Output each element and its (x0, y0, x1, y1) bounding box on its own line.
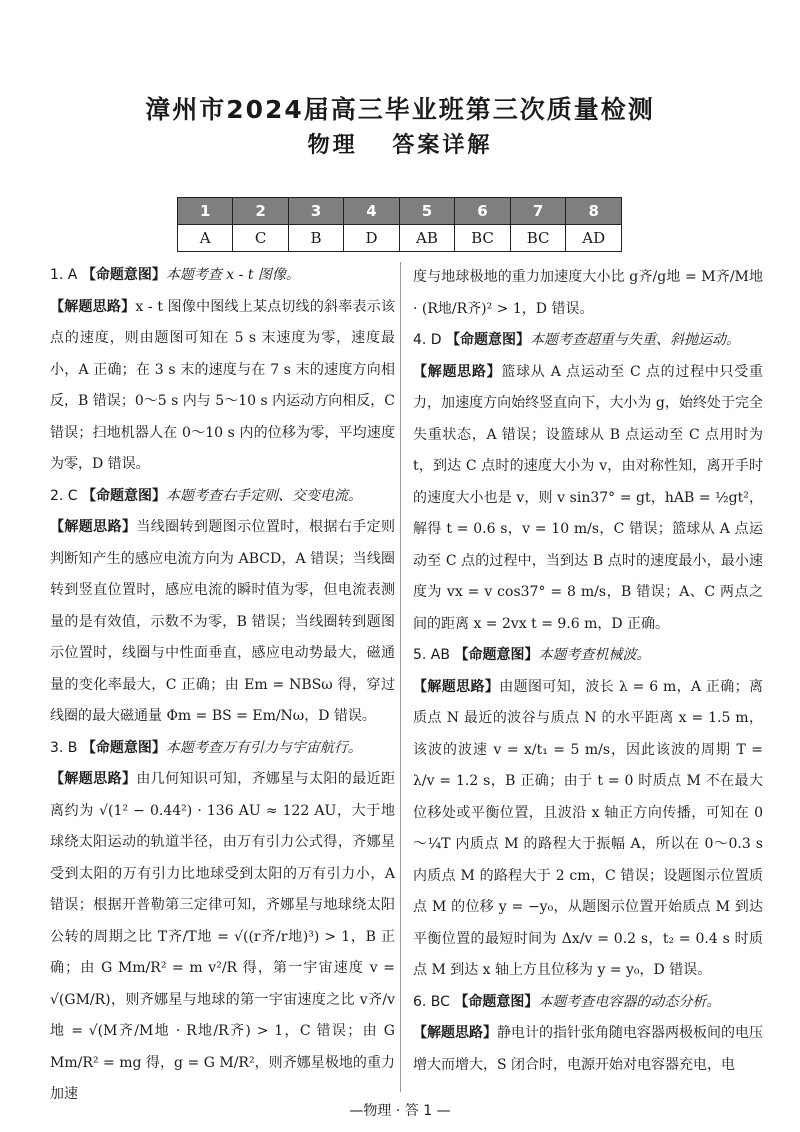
solution-paragraph (50, 764, 395, 1111)
question-header: 6. BC (413, 993, 450, 1010)
solution-tag: 【解题思路】 (50, 298, 136, 315)
intent-text: 本题考查万有引力与宇宙航行。 (165, 739, 362, 756)
question-header: 5. AB (413, 647, 450, 663)
solution-paragraph (413, 357, 763, 641)
solution-tag: 【解题思路】 (413, 678, 500, 695)
solution-text: 度与地球极地的重力加速度大小比 g齐/g地 = M齐/M地 · (R地/R齐)² > 1，D 错误。 (413, 269, 763, 317)
answer-cell: AD (566, 225, 622, 252)
solution-text: x - t 图像中图线上某点切线的斜率表示该点的速度，则由题图可知在 5 s 末速度为零，速度最小，A 正确；在 3 s 末的速度与在 7 s 末的速度方向相反，B 错误；0～5 s 内与 5～10 s 内运动方向相反，C 错误；扫地机器人在 0～10 s 内的位移为零，平均速度为零，D 错误。 (50, 298, 396, 472)
question-number: 8 (566, 198, 622, 225)
question-explanation (413, 987, 763, 1019)
answer-cell: AB (399, 225, 455, 252)
answer-cell: BC (510, 225, 566, 252)
question-number: 7 (510, 198, 566, 225)
subject-label: 物理 (307, 133, 358, 158)
answer-cell: C (233, 225, 288, 252)
question-header: 4. D (413, 332, 442, 348)
question-explanation (50, 260, 395, 292)
question-explanation (50, 481, 395, 513)
question-number: 5 (399, 198, 455, 225)
question-number: 2 (233, 198, 288, 225)
doc-type-label: 答案详解 (392, 133, 493, 158)
intent-text: 本题考查电容器的动态分析。 (538, 993, 721, 1010)
solution-text: 静电计的指针张角随电容器两极板间的电压增大而增大，S 闭合时，电源开始对电容器充电，电 (413, 1025, 763, 1073)
solution-tag: 【解题思路】 (413, 363, 502, 380)
question-number-row (178, 198, 622, 225)
answer-cell: BC (455, 225, 511, 252)
question-header: 2. C (50, 487, 78, 504)
question-number: 3 (288, 198, 343, 225)
answer-cell: D (344, 225, 399, 252)
intent-tag: 【命题意图】 (81, 739, 166, 756)
intent-tag: 【命题意图】 (446, 332, 531, 348)
solution-paragraph (50, 292, 395, 481)
question-explanation (50, 733, 395, 765)
solution-paragraph (413, 672, 763, 987)
solution-text: 由题图可知，波长 λ = 6 m，A 正确；离质点 N 最近的波谷与质点 N 的水平距离 x = 1.5 m，该波的波速 v = x/t₁ = 5 m/s，因此该波的周期 T = λ/v = 1.2 s，B 正确；由于 t = 0 时质点 M 不在最大位移处或平衡位置，且波沿 x 轴正方向传播，可知在 0～¼T 内质点 M 的路程大于振幅 A，所以在 0～0.3 s 内质点 M 的路程大于 2 cm，C 错误；设题图示位置质点 M 的位移 y = −y₀，从题图示位置开始质点 M 到达平衡位置的最短时间为 Δx/v = 0.2 s，t₂ = 0.4 s 时质点 M 到达 x 轴上方且位移为 y = y₀，D 错误。 (413, 678, 763, 978)
answer-cell: B (288, 225, 343, 252)
solution-paragraph (413, 1018, 763, 1081)
question-header: 1. A (50, 267, 78, 283)
question-number: 6 (455, 198, 511, 225)
question-explanation (413, 640, 763, 672)
answer-key-table (177, 197, 622, 252)
page-subtitle (0, 128, 800, 159)
intent-tag: 【命题意图】 (82, 487, 167, 504)
solution-tag: 【解题思路】 (50, 519, 137, 535)
intent-text: 本题考查右手定则、交变电流。 (166, 487, 363, 504)
intent-tag: 【命题意图】 (81, 267, 166, 283)
column-divider (400, 262, 401, 1092)
page-title: 漳州市2024届高三毕业班第三次质量检测 (145, 95, 655, 124)
answer-cell: A (178, 225, 233, 252)
question-number: 1 (178, 198, 233, 225)
solution-paragraph (413, 262, 763, 325)
solution-text: 篮球从 A 点运动至 C 点的过程中只受重力，加速度方向始终竖直向下，大小为 g，始终处于完全失重状态，A 错误；设篮球从 B 点运动至 C 点用时为 t，到达 C 点时的速度大小为 v，由对称性知，离开手时的速度大小也是 v，则 v sin37° = gt，hAB = ½gt²，解得 t = 0.6 s，v = 10 m/s，C 错误；篮球从 A 点运动至 C 点的过程中，当到达 B 点时的速度最小，最小速度为 vx = v cos37° = 8 m/s，B 错误；A、C 两点之间的距离 x = 2vx t = 9.6 m，D 正确。 (413, 363, 763, 632)
left-column (50, 260, 395, 1111)
intent-tag: 【命题意图】 (454, 993, 539, 1010)
solution-tag: 【解题思路】 (413, 1025, 497, 1041)
solution-text: 当线圈转到题图示位置时，根据右手定则判断知产生的感应电流方向为 ABCD，A 错误；当线圈转到竖直位置时，感应电流的瞬时值为零，但电流表测量的是有效值，示数不为零，B 错误；当线圈转到题图示位置时，线圈与中性面垂直，感应电动势最大，磁通量的变化率最大，C 正确；由 Em = NBSω 得，穿过线圈的最大磁通量 Φm = BS = Em/Nω，D 错误。 (50, 519, 396, 724)
right-column (413, 262, 763, 1081)
page-footer: —物理 · 答 1 — (349, 1103, 451, 1119)
solution-paragraph (50, 512, 395, 733)
answer-row (178, 225, 622, 252)
question-explanation (413, 325, 763, 357)
question-number: 4 (344, 198, 399, 225)
intent-text: 本题考查机械波。 (538, 647, 651, 663)
intent-text: 本题考查超重与失重、斜抛运动。 (530, 332, 741, 348)
question-header: 3. B (50, 739, 78, 756)
solution-tag: 【解题思路】 (50, 771, 137, 787)
intent-text: 本题考查 x - t 图像。 (165, 267, 300, 283)
intent-tag: 【命题意图】 (454, 647, 539, 663)
solution-text: 由几何知识可知，齐娜星与太阳的最近距离约为 √(1² − 0.44²) · 136 AU ≈ 122 AU，大于地球绕太阳运动的轨道半径，由万有引力公式得，齐娜星受到太阳的万有引力比地球受到太阳的万有引力小，A 错误；根据开普勒第三定律可知，齐娜星与地球绕太阳公转的周期之比 T齐/T地 = √((r齐/r地)³) > 1，B 正确；由 G Mm/R² = m v²/R 得，第一宇宙速度 v = √(GM/R)，则齐娜星与地球的第一宇宙速度之比 v齐/v地 = √(M齐/M地 · R地/R齐) > 1，C 错误；由 G Mm/R² = mg 得，g = G M/R²，则齐娜星极地的重力加速 (50, 771, 396, 1102)
